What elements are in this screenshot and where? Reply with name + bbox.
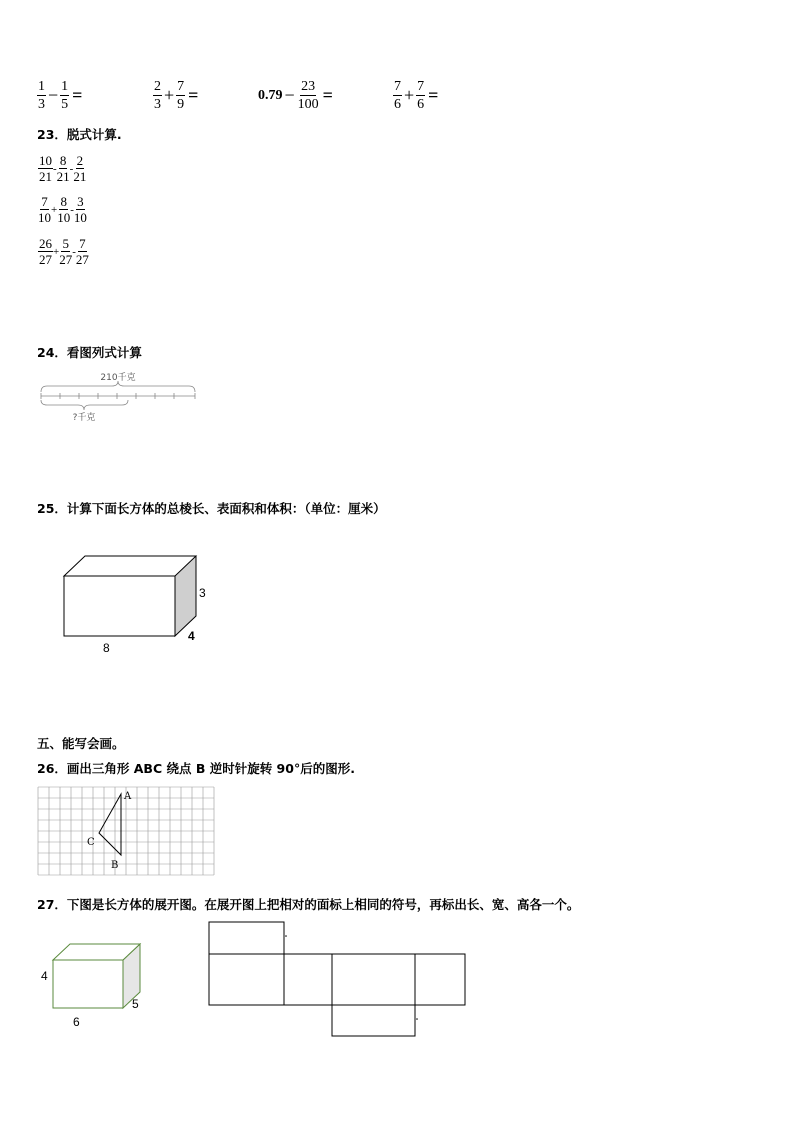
expr-1: $\frac{1}{3}$ − $\frac{1}{5}$ = [38, 79, 83, 112]
height-label: 3 [199, 586, 206, 600]
section5-title: 五、能写会画。 [37, 736, 125, 751]
cuboid-top-face [64, 556, 196, 576]
length-label: 8 [103, 641, 110, 655]
dot-marker [285, 935, 287, 937]
green-cuboid-figure [37, 940, 152, 1032]
triangle-abc [99, 794, 121, 855]
q26-title: 26．画出三角形 ABC 绕点 B 逆时针旋转 90°后的图形. [37, 761, 355, 776]
unknown-weight-label: ?千克 [72, 413, 96, 423]
bottom-brace [41, 400, 128, 410]
cuboid-figure [55, 548, 215, 658]
q23-line-1: $\frac{10}{21}$ - $\frac{8}{21}$ - $\frac{2}{21}$ [39, 153, 87, 184]
fraction: $\frac{7}{9}$ [177, 79, 185, 112]
cuboid-front-face [64, 576, 175, 636]
fraction: $\frac{7}{6}$ [417, 79, 425, 112]
fraction: $\frac{1}{5}$ [61, 79, 69, 112]
dot-marker [416, 1018, 418, 1020]
point-a-label: A [124, 791, 132, 802]
net-face-bottom [332, 1005, 415, 1036]
point-b-label: B [111, 860, 119, 871]
fraction: $\frac{2}{3}$ [154, 79, 161, 112]
expr-4: $\frac{7}{6}$ + $\frac{7}{6}$ = [394, 79, 439, 112]
q23-title: 23．脱式计算. [37, 127, 122, 142]
fraction: $\frac{7}{6}$ [394, 79, 401, 112]
q27-title: 27．下图是长方体的展开图。在展开图上把相对的面标上相同的符号，再标出长、宽、高各一个。 [37, 897, 580, 912]
q25-title: 25．计算下面长方体的总棱长、表面积和体积：（单位：厘米） [37, 501, 386, 516]
q23-line-2: $\frac{7}{10}$ + $\frac{8}{10}$ - $\frac{3}{10}$ [38, 194, 87, 225]
expr-2: $\frac{2}{3}$ + $\frac{7}{9}$ = [154, 79, 199, 112]
q24-title: 24．看图列式计算 [37, 345, 142, 360]
point-c-label: C [87, 837, 95, 848]
width-label: 4 [188, 629, 195, 643]
length-label: 6 [73, 1015, 80, 1029]
total-weight-label: 210千克 [100, 373, 136, 383]
net-face-left [209, 954, 284, 1005]
cuboid-net [208, 921, 468, 1039]
net-face-center-left [284, 954, 332, 1005]
fraction: $\frac{1}{3}$ [38, 79, 45, 112]
grid-triangle-figure [37, 786, 219, 884]
cuboid-front-face [53, 960, 123, 1008]
bar-model-diagram [38, 372, 200, 424]
q23-line-3: $\frac{26}{27}$ + $\frac{5}{27}$ - $\frac{7}{27}$ [39, 236, 89, 267]
net-face-center [332, 954, 415, 1005]
width-label: 5 [132, 997, 139, 1011]
net-face-top [209, 922, 284, 954]
height-label: 4 [41, 969, 48, 983]
expr-3: 0.79 − $\frac{23}{100}$ = [258, 79, 333, 112]
net-face-right [415, 954, 465, 1005]
fraction: $\frac{23}{100}$ [297, 79, 319, 112]
